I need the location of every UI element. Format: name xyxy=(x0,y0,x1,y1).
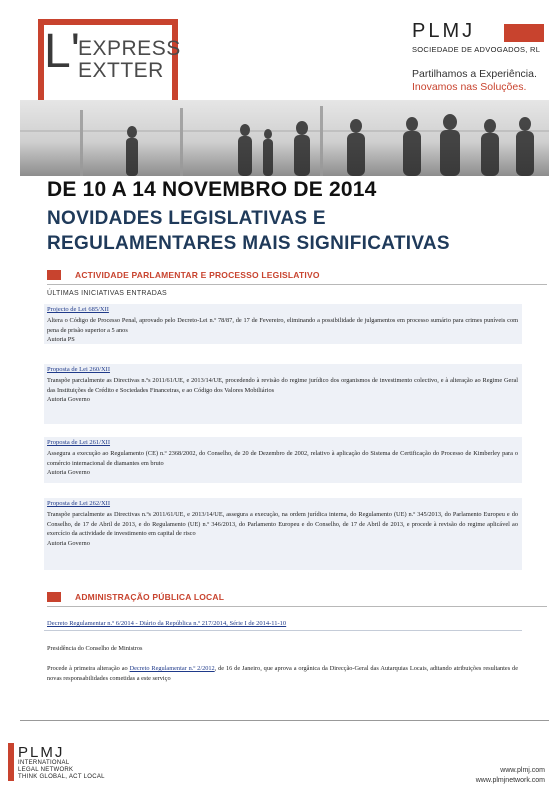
entry-body: Assegura a execução ao Regulamento (CE) n.º 2368/2002, do Conselho, de 20 de Dezembro de 2002, relativo à aplicação do Sistema de Certificação do Processo de Kimberley para o comércio internacional de diamantes em bruto xyxy=(47,449,518,467)
section-header-parlamentar xyxy=(47,270,320,280)
regulation-underline-rule xyxy=(44,630,522,631)
firm-name: PLMJ xyxy=(412,20,476,42)
slogan xyxy=(412,68,537,94)
brand-letter: L' xyxy=(44,25,80,78)
slogan-line-2: Inovamos nas Soluções. xyxy=(412,81,527,93)
footer-line-2: LEGAL NETWORK xyxy=(18,767,74,773)
inline-regulation-link[interactable]: Decreto Regulamentar n.º 2/2012 xyxy=(129,665,215,672)
brand-line-1: EXPRESS xyxy=(78,37,181,60)
footer-line-1: INTERNATIONAL xyxy=(18,760,70,766)
entry-link[interactable]: Proposta de Lei 261/XII xyxy=(47,439,111,446)
firm-subtitle: SOCIEDADE DE ADVOGADOS, RL xyxy=(412,45,541,54)
silhouettes-image xyxy=(20,100,549,176)
subtitle-line-2: REGULAMENTARES MAIS SIGNIFICATIVAS xyxy=(47,233,450,254)
footer-url-plmj[interactable]: www.plmj.com xyxy=(500,767,545,774)
entry-author: Autoria Governo xyxy=(47,469,90,477)
entry-author: Autoria PS xyxy=(47,336,75,344)
brand-logo-text xyxy=(78,38,181,82)
entry-author: Autoria Governo xyxy=(47,540,90,548)
entry-item xyxy=(47,305,518,345)
entry-link[interactable]: Projecto de Lei 685/XII xyxy=(47,306,109,313)
entry-link[interactable]: Proposta de Lei 260/XII xyxy=(47,366,111,373)
subtitle-line-1: NOVIDADES LEGISLATIVAS E xyxy=(47,208,326,229)
footer-urls xyxy=(476,766,545,786)
footer-logo xyxy=(8,745,105,781)
firm-logo-bar xyxy=(504,24,544,42)
page-subtitle xyxy=(47,206,450,256)
description-text-after: , de 16 de Janeiro, que aprova a orgânica da Direcção-Geral das Autarquias Locais, aditando atribuições resultantes de novas responsabilidades cometidas a este serviço xyxy=(47,665,518,682)
section-rule xyxy=(47,284,547,285)
header-photo-banner xyxy=(20,100,549,176)
entry-body: Altera o Código de Processo Penal, aprovado pelo Decreto-Lei n.º 78/87, de 17 de Fevereiro, eliminando a possibilidade de julgamentos em processo sumário para crimes puníveis com pena de prisão superior a 5 anos xyxy=(47,316,518,334)
entry-link[interactable]: Proposta de Lei 262/XII xyxy=(47,500,111,507)
entry-body: Transpõe parcialmente as Directivas n.ºs 2011/61/UE, e 2013/14/UE, procedendo à revisão do regime jurídico dos organismos de investimento colectivo, e à alteração ao Regime Geral das Instituições de Crédito e Sociedades Financeiras, e ao Código dos Valores Mobiliários xyxy=(47,376,518,394)
footer-firm-name: PLMJ xyxy=(18,744,65,761)
firm-logo xyxy=(412,20,540,54)
slogan-line-1: Partilhamos a Experiência. xyxy=(412,68,537,80)
entry-item xyxy=(47,438,518,478)
issuer-text: Presidência do Conselho de Ministros xyxy=(47,645,143,652)
section-title: ADMINISTRAÇÃO PÚBLICA LOCAL xyxy=(75,592,225,602)
section-marker xyxy=(47,270,61,280)
footer-line-3: THINK GLOBAL, ACT LOCAL xyxy=(18,774,105,780)
brand-line-2: EXTTER xyxy=(78,59,164,82)
page-title: DE 10 A 14 NOVEMBRO DE 2014 xyxy=(47,178,377,201)
section-marker xyxy=(47,592,61,602)
section-rule xyxy=(47,606,547,607)
entry-author: Autoria Governo xyxy=(47,396,90,404)
footer-divider xyxy=(20,720,549,721)
regulation-description xyxy=(47,664,518,684)
section-label: ÚLTIMAS INICIATIVAS ENTRADAS xyxy=(47,290,168,297)
description-text-before: Procede à primeira alteração ao xyxy=(47,665,130,672)
footer-logo-bar xyxy=(8,743,14,781)
regulation-link[interactable]: Decreto Regulamentar n.º 6/2014 - Diário da República n.º 217/2014, Série I de 2014-11-10 xyxy=(47,620,287,627)
entry-item xyxy=(47,499,518,549)
section-title: ACTIVIDADE PARLAMENTAR E PROCESSO LEGISLATIVO xyxy=(75,270,320,280)
section-header-administracao xyxy=(47,592,224,602)
footer-url-network[interactable]: www.plmjnetwork.com xyxy=(475,777,545,784)
entry-body: Transpõe parcialmente as Directivas n.ºs 2011/61/UE, e 2013/14/UE, assegura a execução, na ordem jurídica interna, do Regulamento (UE) n.º 345/2013, do Parlamento Europeu e do Conselho, de 17 de Abril de 2013, e do Regulamento (UE) n.º 346/2013, do Parlamento Europeu e do Conselho, de 17 de Abril de 2013, e procede à revisão do regime aplicável ao exercício da actividade de investimento em capital de risco xyxy=(47,510,518,538)
entry-item xyxy=(47,365,518,405)
